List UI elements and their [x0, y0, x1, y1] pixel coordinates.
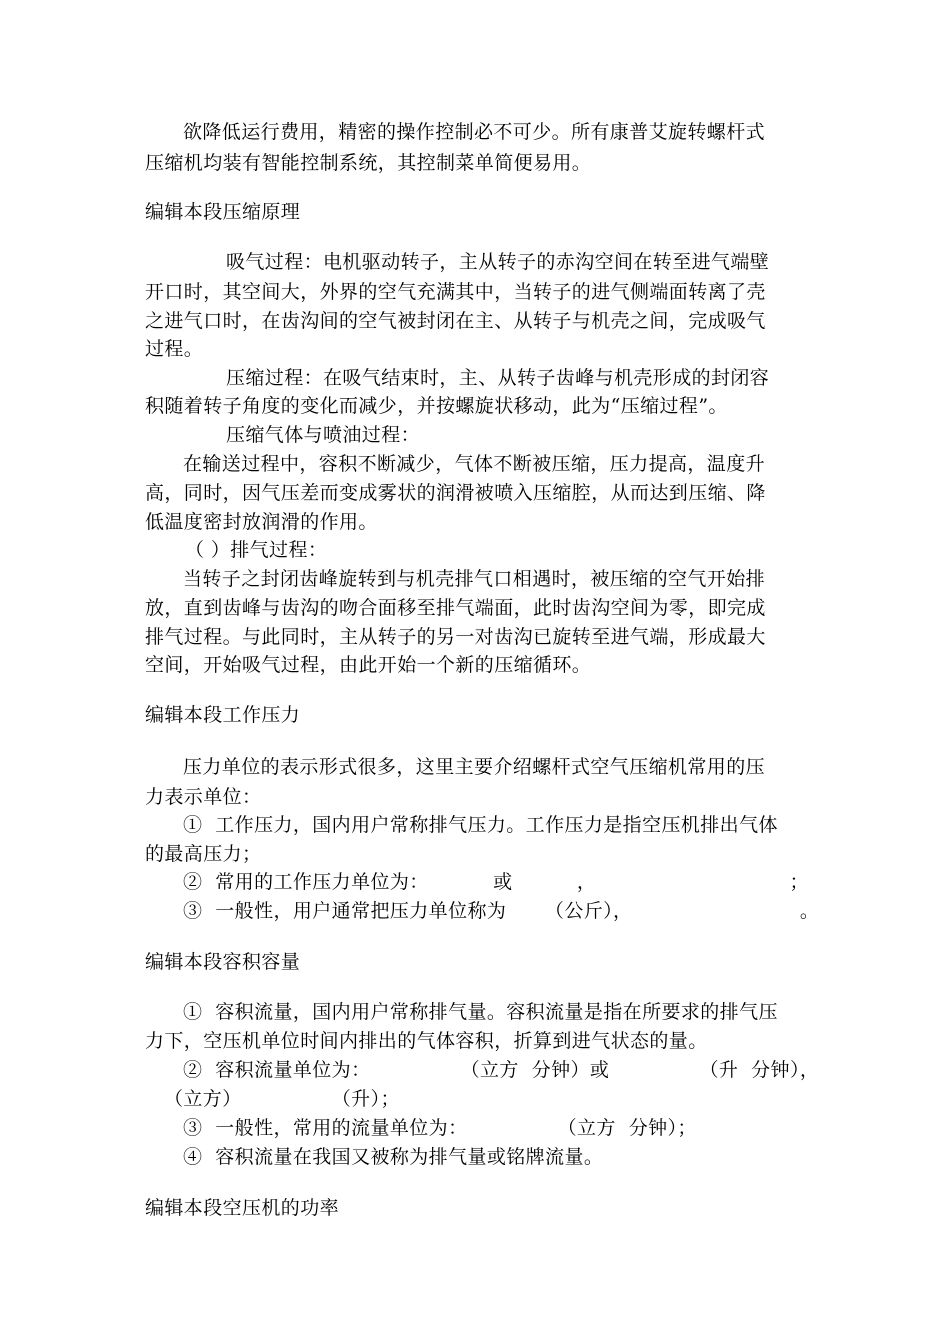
pressure-item-1-line-2: 的最高压力；	[145, 843, 262, 865]
compress-line-2: 积随着转子角度的变化而减少，并按螺旋状移动，此为“压缩过程”。	[145, 395, 728, 417]
pressure-intro-line-2: 力表示单位：	[145, 786, 262, 808]
volume-item-4: ④ 容积流量在我国又被称为排气量或铭牌流量。	[183, 1146, 604, 1168]
section-heading-compression: 编辑本段压缩原理	[145, 201, 301, 223]
pressure-item-1-line-1: ① 工作压力，国内用户常称排气压力。工作压力是指空压机排出气体	[183, 814, 778, 836]
pressure-item-3: ③ 一般性，用户通常把压力单位称为 （公斤）， 。	[183, 900, 820, 922]
oil-line-1: 在输送过程中，容积不断减少，气体不断被压缩，压力提高，温度升	[183, 453, 766, 475]
exhaust-line-2: 放，直到齿峰与齿沟的吻合面移至排气端面，此时齿沟空间为零，即完成	[145, 597, 766, 619]
section-heading-power: 编辑本段空压机的功率	[145, 1197, 340, 1219]
volume-item-1-line-1: ① 容积流量，国内用户常称排气量。容积流量是指在所要求的排气压	[183, 1001, 778, 1023]
oil-title: 压缩气体与喷油过程：	[226, 424, 421, 446]
volume-item-3: ③ 一般性，常用的流量单位为： （立方 分钟）；	[183, 1117, 697, 1139]
pressure-item-2: ② 常用的工作压力单位为： 或 ， ；	[183, 871, 809, 893]
intake-line-4: 过程。	[145, 338, 204, 360]
intake-line-2: 开口时，其空间大，外界的空气充满其中，当转子的进气侧端面转离了壳	[145, 281, 766, 303]
volume-item-2-line-1: ② 容积流量单位为： （立方 分钟）或 （升 分钟），	[183, 1059, 820, 1081]
intro-line-2: 压缩机均装有智能控制系统，其控制菜单简便易用。	[145, 152, 592, 174]
exhaust-title: （ ）排气过程：	[185, 539, 328, 561]
pressure-intro-line-1: 压力单位的表示形式很多，这里主要介绍螺杆式空气压缩机常用的压	[183, 756, 766, 778]
volume-item-1-line-2: 力下，空压机单位时间内排出的气体容积，折算到进气状态的量。	[145, 1030, 708, 1052]
volume-item-2-line-2: （立方） （升）；	[164, 1088, 400, 1110]
compress-line-1: 压缩过程：在吸气结束时，主、从转子齿峰与机壳形成的封闭容	[226, 367, 770, 389]
intro-line-1: 欲降低运行费用，精密的操作控制必不可少。所有康普艾旋转螺杆式	[183, 121, 766, 143]
intake-line-1: 吸气过程：电机驱动转子，主从转子的赤沟空间在转至进气端壁	[226, 251, 770, 273]
intake-line-3: 之进气口时，在齿沟间的空气被封闭在主、从转子与机壳之间，完成吸气	[145, 310, 766, 332]
exhaust-line-3: 排气过程。与此同时，主从转子的另一对齿沟已旋转至进气端，形成最大	[145, 626, 766, 648]
exhaust-line-4: 空间，开始吸气过程，由此开始一个新的压缩循环。	[145, 654, 592, 676]
oil-line-2: 高，同时，因气压差而变成雾状的润滑被喷入压缩腔，从而达到压缩、降	[145, 482, 766, 504]
exhaust-line-1: 当转子之封闭齿峰旋转到与机壳排气口相遇时，被压缩的空气开始排	[183, 568, 766, 590]
section-heading-volume: 编辑本段容积容量	[145, 951, 301, 973]
section-heading-pressure: 编辑本段工作压力	[145, 704, 301, 726]
oil-line-3: 低温度密封放润滑的作用。	[145, 511, 378, 533]
